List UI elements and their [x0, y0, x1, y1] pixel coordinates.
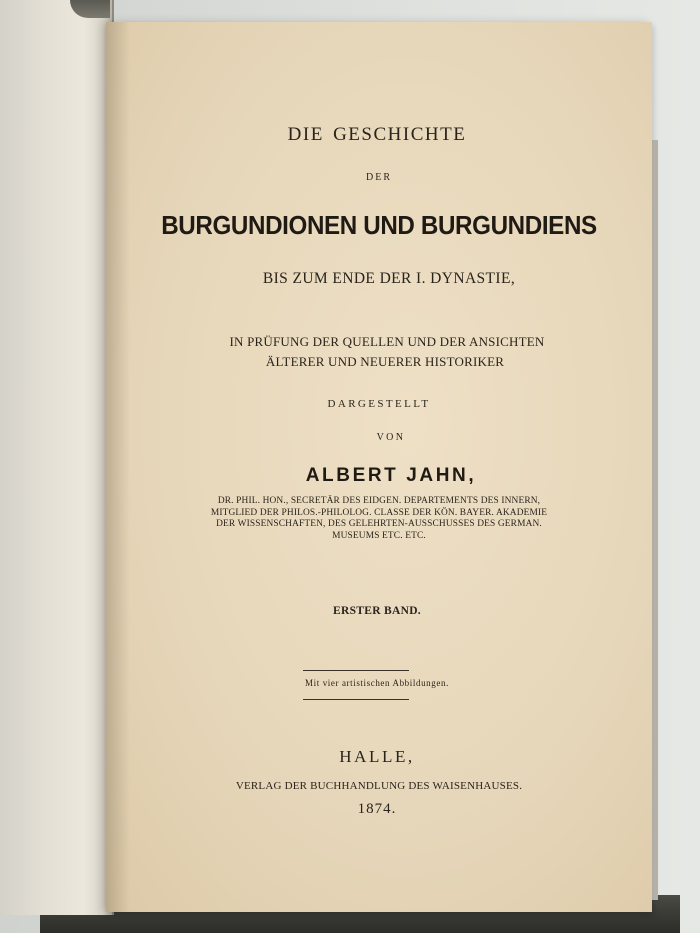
main-title: BURGUNDIONEN UND BURGUNDIENS	[161, 210, 597, 240]
publication-place: HALLE,	[339, 747, 415, 766]
title-line-2: DER	[366, 172, 392, 183]
credential-line: DER WISSENSCHAFTEN, DES GELEHRTEN-AUSSCHUSSES DES GERMAN.	[216, 519, 542, 529]
divider-bottom	[303, 699, 409, 700]
credential-line: DR. PHIL. HON., SECRETÄR DES EIDGEN. DEPARTEMENTS DES INNERN,	[217, 496, 541, 506]
description-line-2: ÄLTERER UND NEUERER HISTORIKER	[265, 354, 505, 369]
publisher: VERLAG DER BUCHHANDLUNG DES WAISENHAUSES.	[235, 780, 523, 792]
divider-top	[303, 670, 409, 671]
credential-line: MITGLIED DER PHILOS.-PHILOLOG. CLASSE DER KÖN. BAYER. AKADEMIE	[210, 507, 548, 518]
description-line-1: IN PRÜFUNG DER QUELLEN UND DER ANSICHTEN	[229, 334, 545, 349]
title-line-1: DIE GESCHICHTE	[287, 124, 467, 145]
illustrations-note: Mit vier artistischen Abbildungen.	[305, 678, 449, 688]
credential-line: MUSEUMS ETC. ETC.	[332, 530, 426, 541]
by-label: VON	[376, 432, 406, 443]
author-credentials	[106, 496, 652, 542]
publication-year: 1874.	[357, 801, 397, 817]
volume-label: ERSTER BAND.	[333, 605, 421, 617]
author-name: ALBERT JAHN,	[305, 465, 477, 486]
left-page	[0, 0, 114, 915]
subtitle: BIS ZUM ENDE DER I. DYNASTIE,	[262, 270, 516, 287]
presented-label: DARGESTELLT	[327, 398, 431, 410]
